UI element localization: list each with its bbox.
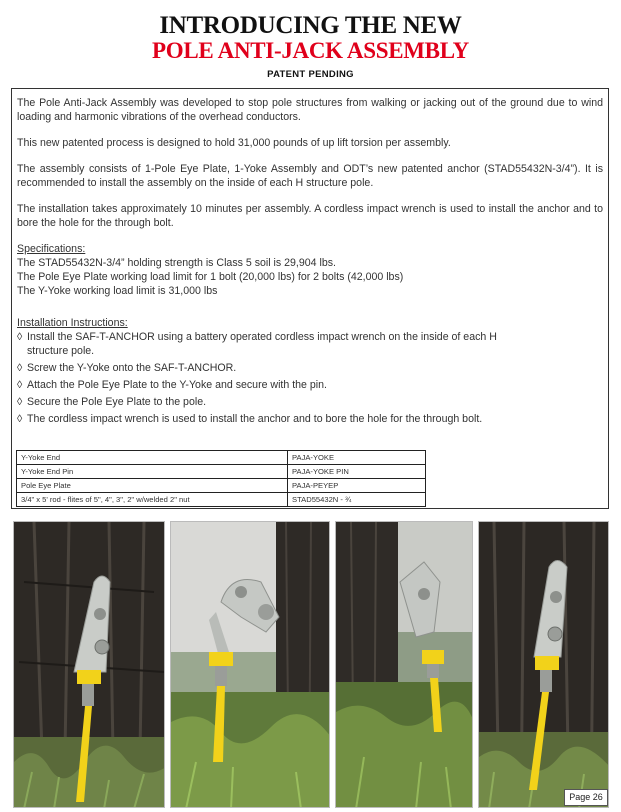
diamond-bullet-icon: ◊	[17, 331, 23, 343]
diamond-bullet-icon: ◊	[17, 362, 23, 374]
table-row	[17, 465, 426, 479]
instruction-text: The cordless impact wrench is used to install the anchor and to bore the hole for the through bolt.	[27, 413, 483, 425]
installation-photo-3	[335, 521, 473, 808]
diamond-bullet-icon: ◊	[17, 413, 23, 425]
installation-photo-2	[170, 521, 330, 808]
instruction-item	[17, 395, 603, 409]
instruction-text: Secure the Pole Eye Plate to the pole.	[27, 396, 207, 408]
table-row	[17, 479, 426, 493]
spec-line: The Y-Yoke working load limit is 31,000 lbs	[17, 285, 218, 297]
description-box	[11, 88, 609, 509]
intro-paragraph-4: The installation takes approximately 10 minutes per assembly. A cordless impact wrench is used to install the anchor and to bore the hole for the through bolt.	[17, 203, 603, 229]
part-number-cell: PAJA-PEYEP	[288, 479, 426, 493]
part-description-cell: 3/4” x 5' rod - flites of 5", 4", 3", 2" w/welded 2" nut	[17, 493, 288, 507]
installation-section	[17, 316, 603, 426]
instruction-text: Screw the Y-Yoke onto the SAF-T-ANCHOR.	[27, 362, 237, 374]
intro-paragraph-2: This new patented process is designed to hold 31,000 pounds of up lift torsion per assembly.	[17, 137, 451, 149]
instruction-text: Attach the Pole Eye Plate to the Y-Yoke and secure with the pin.	[27, 379, 327, 391]
instruction-item	[17, 361, 603, 375]
part-number-cell: PAJA-YOKE	[288, 451, 426, 465]
specifications-section	[17, 242, 603, 298]
spec-line: The Pole Eye Plate working load limit for 1 bolt (20,000 lbs) for 2 bolts (42,000 lbs)	[17, 271, 404, 283]
table-row	[17, 451, 426, 465]
part-description-cell: Pole Eye Plate	[17, 479, 288, 493]
intro-paragraph-1: The Pole Anti-Jack Assembly was developed to stop pole structures from walking or jacking out of the ground due to wind loading and harmonic vibrations of the overhead conductors.	[17, 97, 603, 123]
page-number: Page 26	[564, 789, 608, 806]
instruction-item	[17, 330, 537, 358]
table-row	[17, 493, 426, 507]
diamond-bullet-icon: ◊	[17, 396, 23, 408]
part-description-cell: Y-Yoke End	[17, 451, 288, 465]
title-line-1: INTRODUCING THE NEW	[159, 12, 462, 39]
installation-photo-1	[13, 521, 165, 808]
part-description-cell: Y-Yoke End Pin	[17, 465, 288, 479]
installation-photo-4	[478, 521, 609, 808]
parts-table	[16, 450, 426, 507]
instruction-text: Install the SAF-T-ANCHOR using a battery operated cordless impact wrench on the inside of each H structure pole.	[27, 331, 497, 357]
instruction-item	[17, 378, 603, 392]
instruction-item	[17, 412, 603, 426]
installation-heading: Installation Instructions:	[17, 317, 128, 329]
intro-paragraph-3: The assembly consists of 1-Pole Eye Plate, 1-Yoke Assembly and ODT’s new patented anchor (STAD55432N-3/4”). It is recommended to install the assembly on the inside of each H structure pole.	[17, 163, 603, 189]
specifications-heading: Specifications:	[17, 243, 86, 255]
part-number-cell: STAD55432N - ¾	[288, 493, 426, 507]
patent-pending-label: PATENT PENDING	[267, 69, 354, 80]
title-line-2: POLE ANTI-JACK ASSEMBLY	[152, 38, 469, 63]
spec-line: The STAD55432N-3/4” holding strength is Class 5 soil is 29,904 lbs.	[17, 257, 336, 269]
part-number-cell: PAJA-YOKE PIN	[288, 465, 426, 479]
diamond-bullet-icon: ◊	[17, 379, 23, 391]
